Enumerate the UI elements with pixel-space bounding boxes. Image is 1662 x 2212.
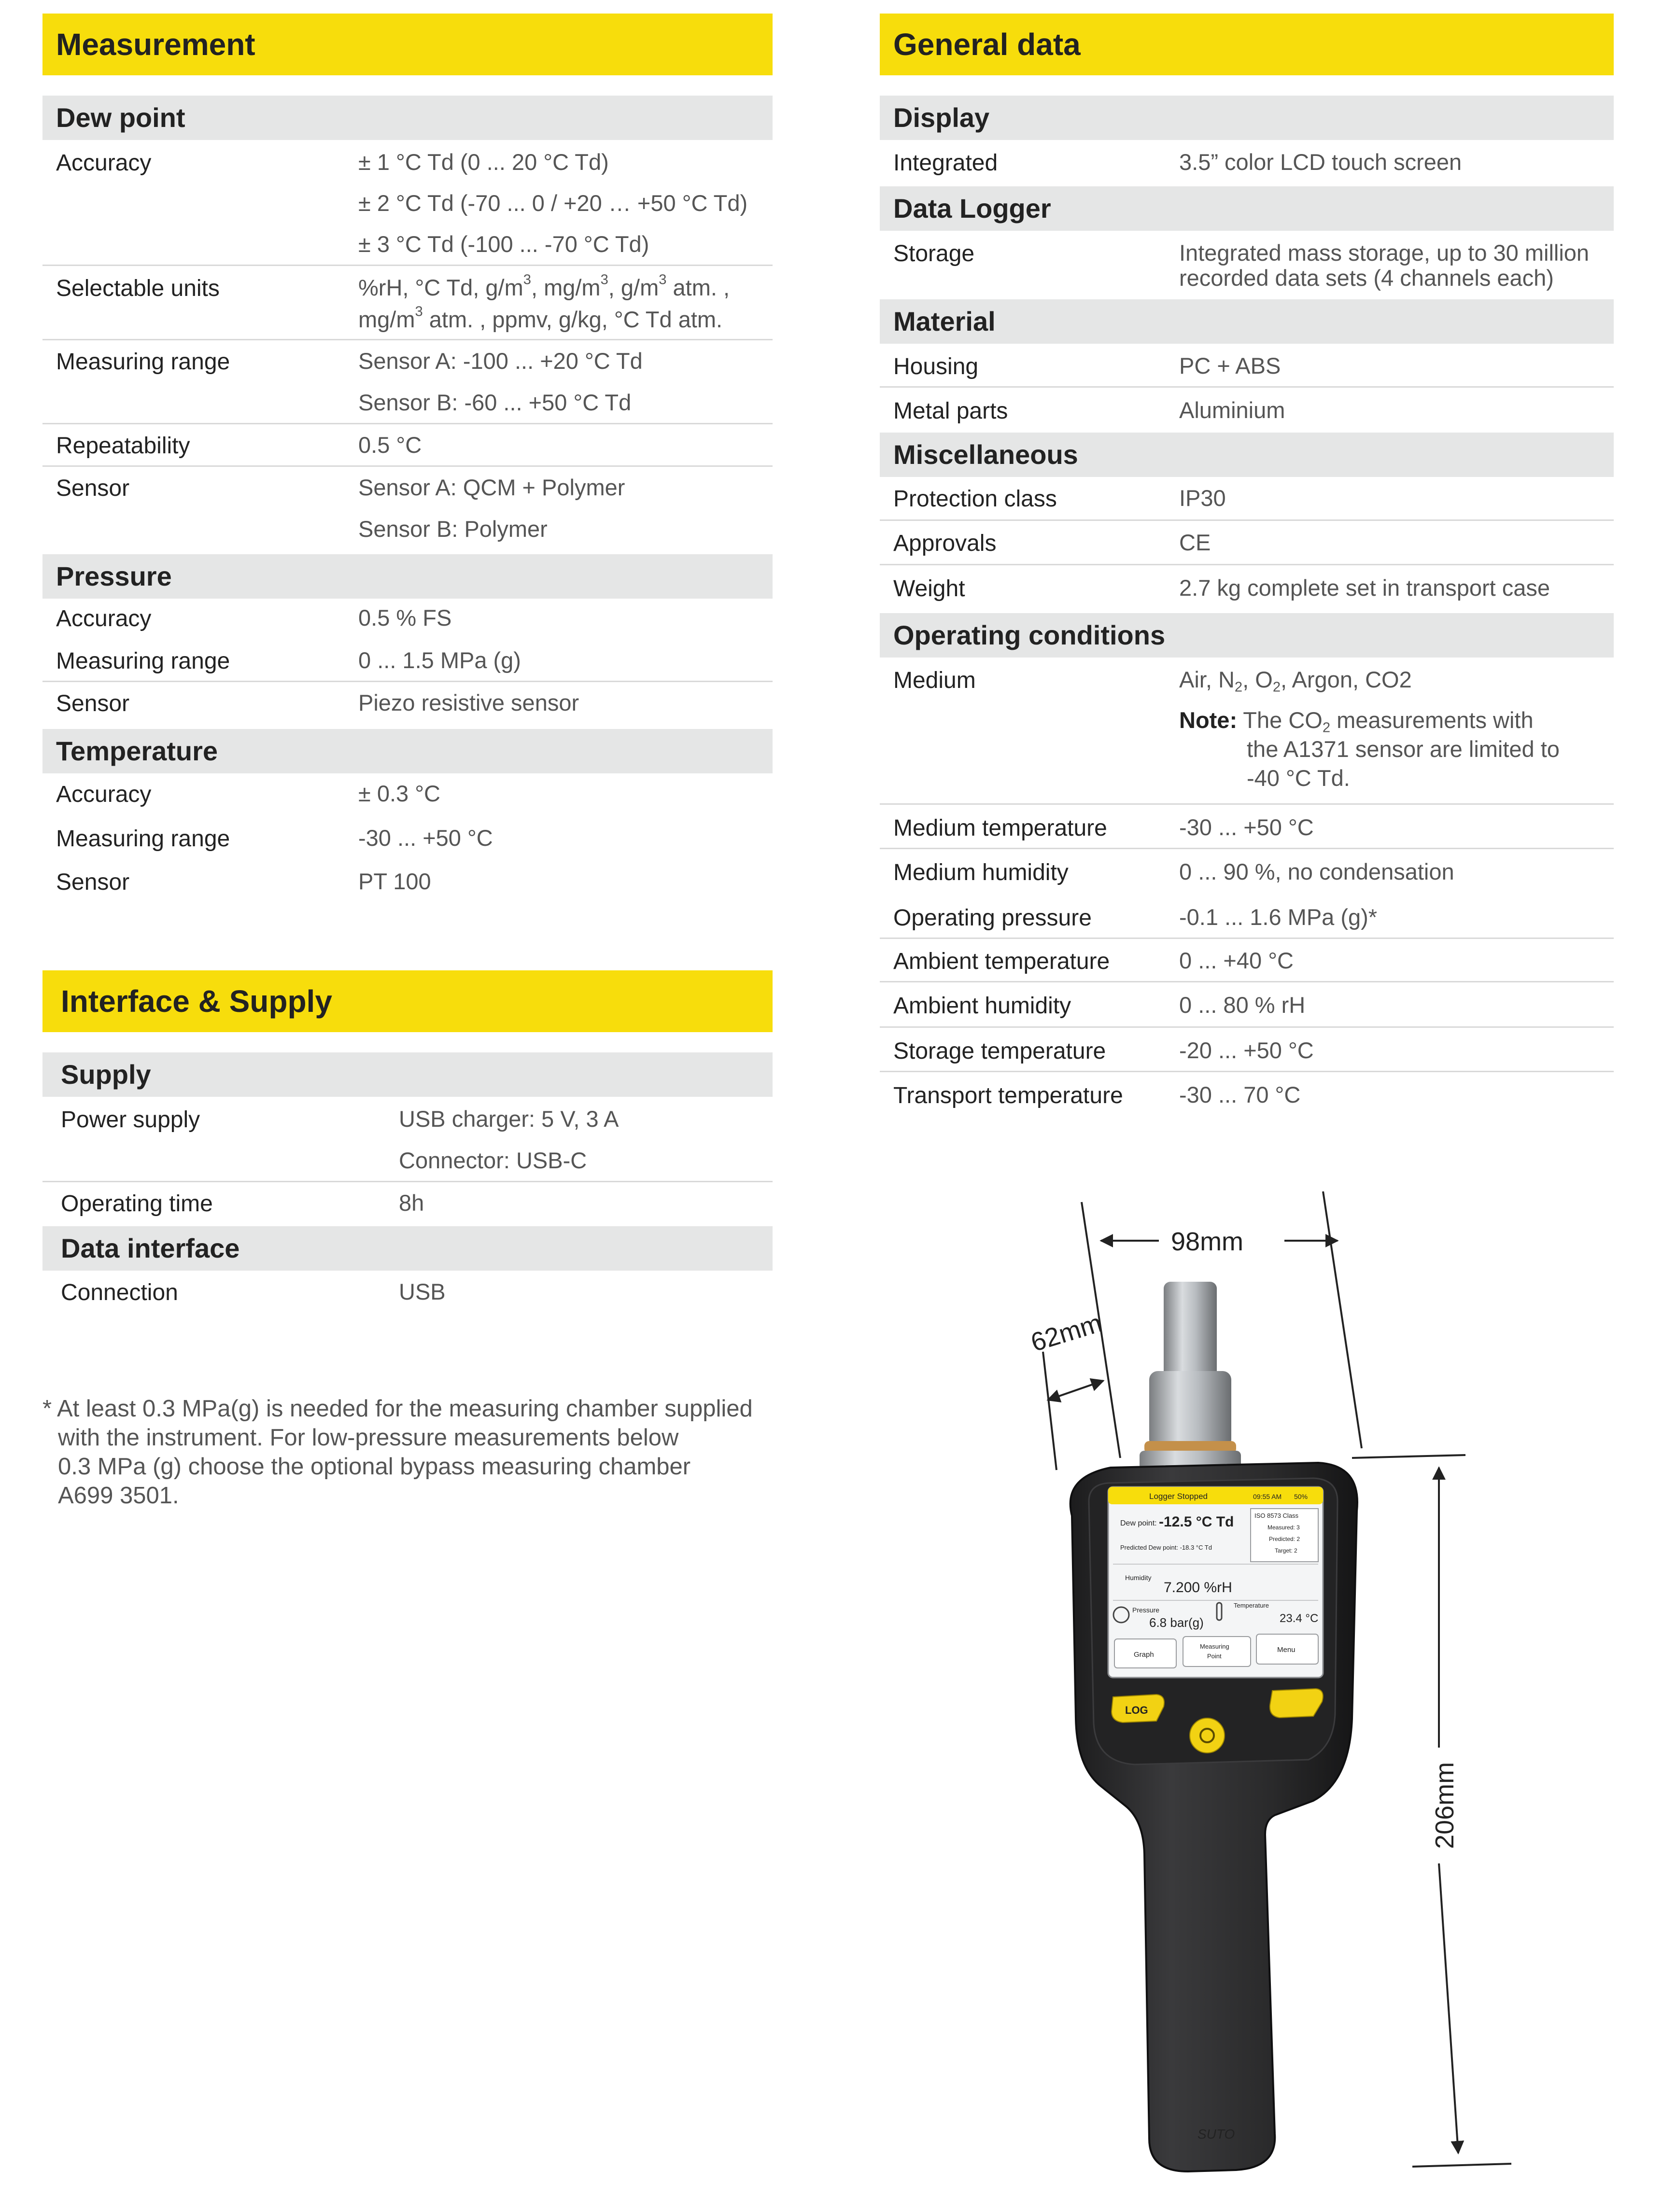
medium-temperature-label: Medium temperature — [893, 815, 1107, 841]
operating-pressure-label: Operating pressure — [893, 905, 1092, 931]
protection-value: IP30 — [1179, 485, 1226, 511]
pressure-range-value: 0 ... 1.5 MPa (g) — [358, 647, 521, 673]
pressure-accuracy-value: 0.5 % FS — [358, 605, 452, 630]
height-extension-bottom — [1412, 2164, 1511, 2167]
dew-accuracy-value-3: ± 3 °C Td (-100 ... -70 °C Td) — [358, 231, 649, 257]
separator — [42, 423, 773, 424]
separator — [880, 519, 1614, 521]
power-supply-value-2: Connector: USB-C — [399, 1148, 587, 1173]
screen-pressure-label: Pressure — [1132, 1606, 1160, 1614]
separator — [42, 1181, 773, 1182]
medium-label: Medium — [893, 668, 976, 693]
repeatability-label: Repeatability — [56, 433, 190, 459]
screen-pressure-value: 6.8 bar(g) — [1149, 1615, 1204, 1630]
dew-range-label: Measuring range — [56, 349, 230, 375]
storage-value-2: recorded data sets (4 channels each) — [1179, 265, 1554, 291]
ambient-humidity-value: 0 ... 80 % rH — [1179, 992, 1306, 1018]
depth-arrow — [1048, 1381, 1103, 1400]
screen-header-bar — [1108, 1487, 1323, 1504]
units-label: Selectable units — [56, 276, 220, 301]
screen-dew-label: Dew point: — [1120, 1519, 1157, 1527]
temperature-section: Temperature — [42, 729, 773, 773]
pressure-range-label: Measuring range — [56, 648, 230, 674]
log-button-label: LOG — [1125, 1704, 1148, 1716]
separator — [880, 1071, 1614, 1072]
miscellaneous-section: Miscellaneous — [880, 433, 1614, 477]
depth-dimension: 62mm — [1027, 1308, 1105, 1358]
separator — [42, 339, 773, 340]
screen-temperature-value: 23.4 °C — [1280, 1612, 1319, 1625]
power-supply-label: Power supply — [61, 1107, 200, 1133]
width-extension-right — [1323, 1191, 1362, 1448]
screen-predicted: Predicted Dew point: -18.3 °C Td — [1120, 1544, 1212, 1551]
temperature-accuracy-value: ± 0.3 °C — [358, 781, 440, 806]
metal-parts-value: Aluminium — [1179, 397, 1285, 423]
dew-range-value-2: Sensor B: -60 ... +50 °C Td — [358, 390, 632, 415]
footnote-line-4: A699 3501. — [58, 1483, 179, 1509]
sensor-probe — [1140, 1282, 1241, 1470]
temperature-sensor-label: Sensor — [56, 869, 130, 895]
screen-humidity-value: 7.200 %rH — [1164, 1580, 1232, 1596]
storage-value-1: Integrated mass storage, up to 30 million — [1179, 240, 1590, 266]
screen-measuring-point-button[interactable] — [1183, 1637, 1251, 1666]
screen-iso-target: Target: 2 — [1275, 1547, 1297, 1554]
separator — [880, 803, 1614, 805]
ambient-humidity-label: Ambient humidity — [893, 993, 1071, 1019]
medium-humidity-value: 0 ... 90 %, no condensation — [1179, 859, 1454, 884]
connection-value: USB — [399, 1279, 446, 1304]
protection-label: Protection class — [893, 486, 1057, 512]
separator — [42, 681, 773, 682]
medium-temperature-value: -30 ... +50 °C — [1179, 814, 1314, 840]
separator — [42, 265, 773, 266]
housing-label: Housing — [893, 354, 979, 379]
footnote — [42, 1394, 776, 1510]
display-section: Display — [880, 96, 1614, 140]
dew-sensor-label: Sensor — [56, 476, 130, 501]
separator — [880, 981, 1614, 982]
note-label: Note: — [1179, 707, 1238, 733]
transport-temperature-label: Transport temperature — [893, 1083, 1123, 1108]
medium-value: Air, $N_2$, $O_2$, Argon, CO2 — [1179, 667, 1412, 695]
screen-mp-label-2: Point — [1207, 1652, 1222, 1660]
screen-menu-label: Menu — [1277, 1646, 1296, 1654]
repeatability-value: 0.5 °C — [358, 432, 422, 458]
ambient-temperature-label: Ambient temperature — [893, 949, 1110, 974]
pressure-sensor-value: Piezo resistive sensor — [358, 690, 579, 715]
supply-section: Supply — [42, 1052, 773, 1097]
screen-iso-title: ISO 8573 Class — [1254, 1512, 1299, 1519]
screen-iso-measured: Measured: 3 — [1268, 1524, 1300, 1531]
data-logger-section: Data Logger — [880, 186, 1614, 231]
probe-body — [1149, 1371, 1231, 1448]
integrated-label: Integrated — [893, 150, 998, 176]
screen-dew-value: -12.5 °C Td — [1159, 1514, 1234, 1530]
temperature-sensor-value: PT 100 — [358, 868, 431, 894]
screen-header-text: Logger Stopped — [1149, 1492, 1208, 1501]
units-value-2: $mg/m^3$ atm. , ppmv, g/kg, °C Td atm. — [358, 304, 723, 332]
dew-accuracy-value-1: ± 1 °C Td (0 ... 20 °C Td) — [358, 149, 609, 175]
material-section: Material — [880, 299, 1614, 344]
note-line-3: -40 °C Td. — [1247, 765, 1350, 791]
medium-humidity-label: Medium humidity — [893, 860, 1069, 885]
housing-value: PC + ABS — [1179, 353, 1281, 378]
screen-iso-predicted: Predicted: 2 — [1269, 1536, 1300, 1542]
power-button[interactable] — [1190, 1718, 1225, 1753]
device-screen — [1108, 1487, 1323, 1678]
device-illustration — [1004, 1178, 1535, 2192]
storage-temperature-label: Storage temperature — [893, 1038, 1106, 1064]
footnote-line-1: * At least 0.3 MPa(g) is needed for the measuring chamber supplied — [42, 1396, 753, 1422]
operating-conditions-section: Operating conditions — [880, 613, 1614, 658]
separator — [880, 938, 1614, 939]
width-dimension: 98mm — [1171, 1227, 1244, 1256]
temperature-range-label: Measuring range — [56, 826, 230, 852]
approvals-label: Approvals — [893, 531, 997, 556]
footnote-line-3: 0.3 MPa (g) choose the optional bypass measuring chamber — [58, 1454, 691, 1480]
general-data-header: General data — [880, 14, 1614, 75]
power-supply-value-1: USB charger: 5 V, 3 A — [399, 1106, 619, 1132]
approvals-value: CE — [1179, 530, 1211, 555]
screen-time: 09:55 AM — [1253, 1493, 1282, 1500]
footnote-line-2: with the instrument. For low-pressure measurements below — [58, 1425, 679, 1451]
metal-parts-label: Metal parts — [893, 398, 1008, 424]
separator — [42, 465, 773, 467]
screen-graph-label: Graph — [1134, 1651, 1154, 1659]
dew-sensor-value-1: Sensor A: QCM + Polymer — [358, 475, 625, 500]
pressure-accuracy-label: Accuracy — [56, 606, 152, 631]
interface-header: Interface & Supply — [42, 970, 773, 1032]
storage-label: Storage — [893, 241, 975, 266]
temperature-range-value: -30 ... +50 °C — [358, 825, 493, 851]
connection-label: Connection — [61, 1280, 178, 1305]
weight-label: Weight — [893, 576, 965, 602]
home-button[interactable] — [1270, 1689, 1323, 1718]
temperature-accuracy-label: Accuracy — [56, 782, 152, 807]
operating-pressure-value: -0.1 ... 1.6 MPa (g)* — [1179, 904, 1378, 930]
brand-logo: SUTO — [1197, 2127, 1235, 2142]
screen-temperature-label: Temperature — [1234, 1602, 1269, 1609]
depth-extension — [1043, 1352, 1056, 1470]
dew-point-section: Dew point — [42, 96, 773, 140]
screen-mp-label-1: Measuring — [1200, 1643, 1229, 1650]
dew-accuracy-label: Accuracy — [56, 150, 152, 176]
height-extension-top — [1352, 1455, 1465, 1458]
separator — [880, 386, 1614, 388]
storage-temperature-value: -20 ... +50 °C — [1179, 1037, 1314, 1063]
units-value-1: %rH, °C Td, $g/m^3$, $mg/m^3$, $g/m^3$ atm. , — [358, 272, 730, 300]
separator — [880, 848, 1614, 849]
pressure-sensor-label: Sensor — [56, 691, 130, 716]
height-dimension: 206mm — [1430, 1762, 1459, 1849]
height-arrow-bottom — [1439, 1863, 1458, 2153]
dew-range-value-1: Sensor A: -100 ... +20 °C Td — [358, 348, 643, 374]
dew-sensor-value-2: Sensor B: Polymer — [358, 516, 548, 542]
screen-battery: 50% — [1294, 1493, 1308, 1500]
operating-time-value: 8h — [399, 1190, 424, 1216]
screen-humidity-label: Humidity — [1125, 1574, 1152, 1582]
measurement-header: Measurement — [42, 14, 773, 75]
medium-note: Note: The $CO_2$ measurements with the A1371 sensor are limited to -40 °C Td. — [1179, 706, 1604, 793]
dew-accuracy-value-2: ± 2 °C Td (-70 ... 0 / +20 … +50 °C Td) — [358, 190, 748, 216]
integrated-value: 3.5” color LCD touch screen — [1179, 149, 1462, 175]
pressure-section: Pressure — [42, 554, 773, 599]
data-interface-section: Data interface — [42, 1226, 773, 1271]
transport-temperature-value: -30 ... 70 °C — [1179, 1082, 1301, 1107]
ambient-temperature-value: 0 ... +40 °C — [1179, 948, 1294, 973]
separator — [880, 564, 1614, 565]
operating-time-label: Operating time — [61, 1191, 213, 1217]
separator — [880, 1026, 1614, 1028]
weight-value: 2.7 kg complete set in transport case — [1179, 575, 1550, 601]
note-line-2: the A1371 sensor are limited to — [1247, 736, 1560, 762]
